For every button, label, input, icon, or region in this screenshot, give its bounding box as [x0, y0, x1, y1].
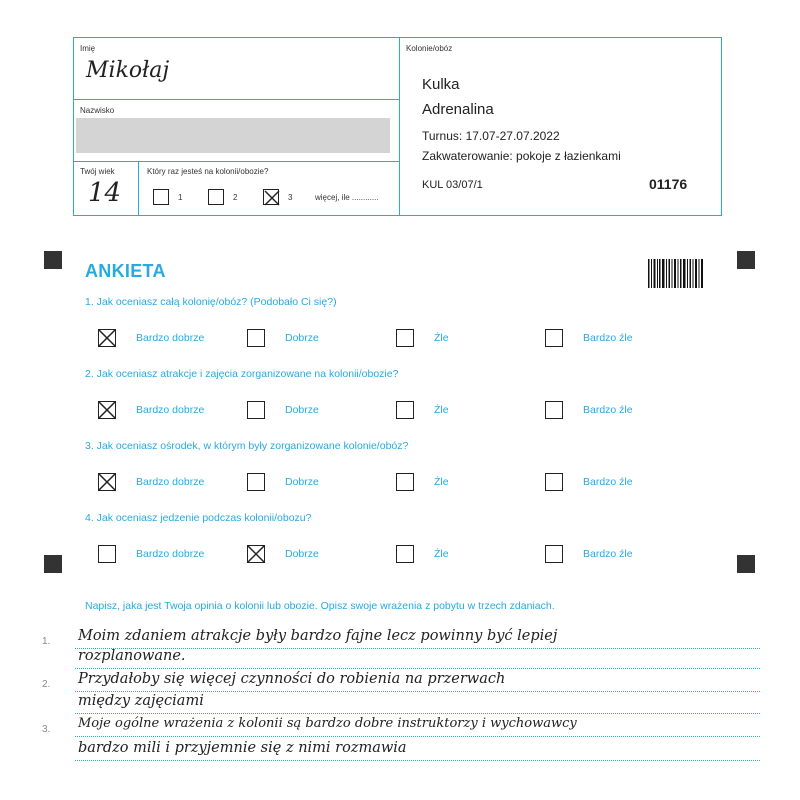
- times-more: więcej, ile ............: [315, 193, 379, 202]
- answer-label: Dobrze: [285, 332, 319, 344]
- handwritten-answer: między zajęciami: [78, 693, 204, 709]
- answer-label: Bardzo dobrze: [136, 548, 205, 560]
- answer-label: Bardzo dobrze: [136, 476, 205, 488]
- lodging: Zakwaterowanie: pokoje z łazienkami: [422, 149, 621, 163]
- check-mark-icon: [96, 327, 118, 349]
- answer-checkbox[interactable]: [247, 473, 265, 491]
- check-mark-icon: [96, 471, 118, 493]
- question-text: 3. Jak oceniasz ośrodek, w którym były zorganizowane kolonie/obóz?: [85, 440, 409, 452]
- answer-checkbox[interactable]: [545, 401, 563, 419]
- answer-line: [75, 691, 760, 692]
- answer-checkbox[interactable]: [396, 401, 414, 419]
- age-label: Twój wiek: [80, 167, 115, 176]
- answer-label: Dobrze: [285, 404, 319, 416]
- answer-label: Bardzo źle: [583, 404, 633, 416]
- answer-label: Bardzo dobrze: [136, 404, 205, 416]
- question-text: 1. Jak oceniasz całą kolonię/obóz? (Podobało Ci się?): [85, 296, 337, 308]
- age-value: 14: [88, 178, 122, 208]
- answer-label: Bardzo źle: [583, 332, 633, 344]
- answer-checkbox[interactable]: [247, 329, 265, 347]
- answer-checkbox[interactable]: [545, 545, 563, 563]
- answer-checkbox[interactable]: [98, 401, 116, 419]
- check-mark-icon: [96, 399, 118, 421]
- row-divider-2: [74, 161, 399, 162]
- answer-line: [75, 713, 760, 714]
- times-checkbox-1[interactable]: [153, 189, 169, 205]
- registration-marker-tr: [737, 251, 755, 269]
- answer-checkbox[interactable]: [396, 545, 414, 563]
- code: KUL 03/07/1: [422, 179, 483, 191]
- handwritten-answer: bardzo mili i przyjemnie się z nimi rozmawia: [78, 740, 407, 756]
- question-text: 2. Jak oceniasz atrakcje i zajęcia zorganizowane na kolonii/obozie?: [85, 368, 399, 380]
- answer-line: [75, 668, 760, 669]
- registration-marker-mr: [737, 555, 755, 573]
- answer-checkbox[interactable]: [98, 473, 116, 491]
- camp-line-1: Kulka: [422, 76, 460, 93]
- name-label: Imię: [80, 44, 96, 53]
- answer-checkbox[interactable]: [98, 329, 116, 347]
- handwritten-answer: Przydałoby się więcej czynności do robienia na przerwach: [78, 671, 506, 687]
- answer-checkbox[interactable]: [396, 329, 414, 347]
- turnus: Turnus: 17.07-27.07.2022: [422, 129, 560, 143]
- camp-label: Kolonie/obóz: [406, 44, 453, 53]
- age-divider: [138, 161, 139, 215]
- answer-checkbox[interactable]: [396, 473, 414, 491]
- answer-label: Źle: [434, 476, 449, 488]
- handwritten-answer: Moim zdaniem atrakcje były bardzo fajne lecz powinny być lepiej: [78, 628, 558, 644]
- name-value: Mikołaj: [86, 58, 170, 83]
- answer-line: [75, 736, 760, 737]
- answer-label: Bardzo źle: [583, 548, 633, 560]
- answer-checkbox[interactable]: [545, 329, 563, 347]
- camp-line-2: Adrenalina: [422, 101, 494, 118]
- header-divider: [399, 38, 400, 215]
- answer-label: Dobrze: [285, 476, 319, 488]
- opinion-prompt: Napisz, jaka jest Twoja opinia o kolonii lub obozie. Opisz swoje wrażenia z pobytu w trzech zdaniach.: [85, 600, 555, 612]
- row-divider-1: [74, 99, 399, 100]
- surname-redacted: [76, 118, 390, 153]
- line-number: 2.: [42, 679, 51, 690]
- answer-label: Źle: [434, 548, 449, 560]
- line-number: 3.: [42, 724, 51, 735]
- answer-checkbox[interactable]: [247, 401, 265, 419]
- question-text: 4. Jak oceniasz jedzenie podczas kolonii/obozu?: [85, 512, 312, 524]
- header-box: [73, 37, 722, 216]
- registration-marker-ml: [44, 555, 62, 573]
- answer-label: Dobrze: [285, 548, 319, 560]
- answer-checkbox[interactable]: [545, 473, 563, 491]
- answer-label: Bardzo dobrze: [136, 332, 205, 344]
- answer-line: [75, 760, 760, 761]
- check-mark-icon: [245, 543, 267, 565]
- check-mark-icon: [262, 188, 282, 208]
- survey-title: ANKIETA: [85, 261, 166, 281]
- answer-label: Źle: [434, 332, 449, 344]
- answer-checkbox[interactable]: [98, 545, 116, 563]
- answer-checkbox[interactable]: [247, 545, 265, 563]
- handwritten-answer: Moje ogólne wrażenia z kolonii są bardzo dobre instruktorzy i wychowawcy: [78, 716, 577, 731]
- barcode-icon: [648, 259, 704, 288]
- surname-label: Nazwisko: [80, 106, 115, 115]
- times-option-3: 3: [288, 193, 293, 202]
- line-number: 1.: [42, 636, 51, 647]
- handwritten-answer: rozplanowane.: [78, 648, 186, 664]
- times-label: Który raz jesteś na kolonii/obozie?: [147, 167, 269, 176]
- times-checkbox-2[interactable]: [208, 189, 224, 205]
- times-checkbox-3[interactable]: [263, 189, 279, 205]
- times-option-2: 2: [233, 193, 238, 202]
- times-option-1: 1: [178, 193, 183, 202]
- registration-marker-tl: [44, 251, 62, 269]
- answer-label: Bardzo źle: [583, 476, 633, 488]
- form-number: 01176: [649, 176, 688, 192]
- answer-label: Źle: [434, 404, 449, 416]
